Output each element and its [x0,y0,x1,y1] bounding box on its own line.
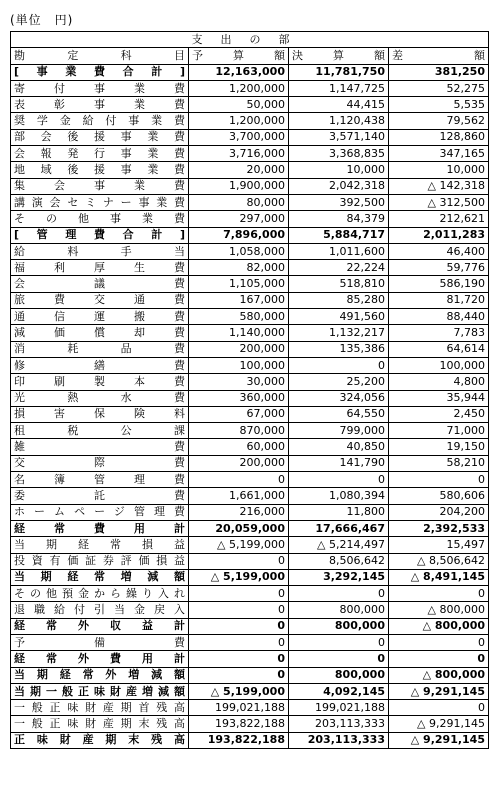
row-label: ホームページ管理費 [11,504,189,520]
actual-value: 84,379 [289,211,389,227]
table-row [11,537,489,553]
actual-value: 203,113,333 [289,716,389,732]
title-row [11,32,489,48]
budget-value: 82,000 [189,260,289,276]
diff-value: △ 312,500 [389,194,489,210]
row-label: 減価償却費 [11,325,189,341]
row-label: その他預金から繰り入れ [11,586,189,602]
budget-value: 216,000 [189,504,289,520]
budget-value: 200,000 [189,455,289,471]
diff-value: △ 8,506,642 [389,553,489,569]
budget-value: △ 5,199,000 [189,569,289,585]
budget-value: 100,000 [189,357,289,373]
actual-value: 3,368,835 [289,146,389,162]
row-label: 租税公課 [11,423,189,439]
diff-value: 204,200 [389,504,489,520]
budget-value: 199,021,188 [189,700,289,716]
budget-value: 1,900,000 [189,178,289,194]
diff-value: 64,614 [389,341,489,357]
row-label: 寄付事業費 [11,80,189,96]
row-label: 名簿管理費 [11,472,189,488]
actual-value: 64,550 [289,406,389,422]
actual-value: 141,790 [289,455,389,471]
budget-value: △ 5,199,000 [189,683,289,699]
row-label: 当期経常増減額 [11,569,189,585]
table-row [11,488,489,504]
table-row [11,390,489,406]
table-row [11,194,489,210]
table-row [11,211,489,227]
row-label: 投資有価証券評価損益 [11,553,189,569]
row-label: 損害保険料 [11,406,189,422]
row-label: 給料手当 [11,243,189,259]
budget-value: 1,105,000 [189,276,289,292]
budget-value: 3,716,000 [189,146,289,162]
table-row [11,162,489,178]
table-row [11,325,489,341]
table-row [11,129,489,145]
actual-value: 3,292,145 [289,569,389,585]
diff-value: 79,562 [389,113,489,129]
budget-value: 20,059,000 [189,520,289,536]
row-label: 正味財産期末残高 [11,732,189,748]
actual-value: 25,200 [289,374,389,390]
budget-value: 1,058,000 [189,243,289,259]
actual-value: 4,092,145 [289,683,389,699]
actual-value: 44,415 [289,97,389,113]
diff-value: 88,440 [389,309,489,325]
budget-value: 0 [189,618,289,634]
budget-value: 167,000 [189,292,289,308]
budget-value: 580,000 [189,309,289,325]
diff-value: 46,400 [389,243,489,259]
diff-value: 81,720 [389,292,489,308]
diff-value: 59,776 [389,260,489,276]
actual-value: 5,884,717 [289,227,389,243]
budget-value: 193,822,188 [189,732,289,748]
table-row [11,276,489,292]
diff-value: 5,535 [389,97,489,113]
diff-value: △ 800,000 [389,618,489,634]
row-label: 会報発行事業費 [11,146,189,162]
row-label: 光熱水費 [11,390,189,406]
table-row [11,569,489,585]
row-label: その他事業費 [11,211,189,227]
diff-value: △ 9,291,145 [389,683,489,699]
actual-value: 85,280 [289,292,389,308]
table-row [11,260,489,276]
table-row [11,520,489,536]
table-row [11,113,489,129]
row-label: 予備費 [11,634,189,650]
actual-value: 392,500 [289,194,389,210]
diff-value: 100,000 [389,357,489,373]
row-label: 一般正味財産期末残高 [11,716,189,732]
diff-value: △ 9,291,145 [389,716,489,732]
actual-value: 799,000 [289,423,389,439]
budget-value: 12,163,000 [189,64,289,80]
row-label: 部会後援事業費 [11,129,189,145]
budget-value: 0 [189,472,289,488]
table-row [11,455,489,471]
table-row [11,227,489,243]
row-label: 雑費 [11,439,189,455]
budget-value: 3,700,000 [189,129,289,145]
actual-value: 491,560 [289,309,389,325]
actual-value: 800,000 [289,618,389,634]
row-label: 消耗品費 [11,341,189,357]
row-label: 修繕費 [11,357,189,373]
actual-value: 800,000 [289,667,389,683]
budget-value: 0 [189,602,289,618]
actual-value: 203,113,333 [289,732,389,748]
expenditure-table [10,31,489,749]
budget-value: 193,822,188 [189,716,289,732]
table-row [11,602,489,618]
diff-value: 71,000 [389,423,489,439]
actual-value: 800,000 [289,602,389,618]
budget-value: 360,000 [189,390,289,406]
actual-value: 1,120,438 [289,113,389,129]
diff-value: 580,606 [389,488,489,504]
actual-value: 10,000 [289,162,389,178]
actual-value: 0 [289,357,389,373]
budget-value: 1,200,000 [189,80,289,96]
diff-value: 0 [389,700,489,716]
table-row [11,292,489,308]
budget-value: 7,896,000 [189,227,289,243]
budget-value: 80,000 [189,194,289,210]
budget-value: 200,000 [189,341,289,357]
diff-value: 128,860 [389,129,489,145]
diff-value: 2,450 [389,406,489,422]
header-budget: 予算額 [189,48,289,64]
diff-value: 586,190 [389,276,489,292]
actual-value: 22,224 [289,260,389,276]
row-label: 当期一般正味財産増減額 [11,683,189,699]
row-label: 福利厚生費 [11,260,189,276]
diff-value: 347,165 [389,146,489,162]
table-row [11,374,489,390]
diff-value: △ 142,318 [389,178,489,194]
diff-value: 2,392,533 [389,520,489,536]
table-row [11,667,489,683]
actual-value: 0 [289,651,389,667]
diff-value: △ 800,000 [389,667,489,683]
table-row [11,553,489,569]
actual-value: 324,056 [289,390,389,406]
table-row [11,423,489,439]
diff-value: 15,497 [389,537,489,553]
table-row [11,651,489,667]
actual-value: 0 [289,586,389,602]
table-row [11,439,489,455]
row-label: 旅費交通費 [11,292,189,308]
diff-value: △ 9,291,145 [389,732,489,748]
table-row [11,80,489,96]
budget-value: 1,661,000 [189,488,289,504]
row-label: 交際費 [11,455,189,471]
actual-value: 17,666,467 [289,520,389,536]
table-row [11,309,489,325]
diff-value: 35,944 [389,390,489,406]
unit-label: (単位 円) [10,13,74,27]
row-label: 地域後援事業費 [11,162,189,178]
table-row [11,472,489,488]
budget-value: 0 [189,667,289,683]
table-row [11,64,489,80]
actual-value: 135,386 [289,341,389,357]
actual-value: 2,042,318 [289,178,389,194]
row-label: 当期経常損益 [11,537,189,553]
actual-value: 0 [289,634,389,650]
table-row [11,634,489,650]
actual-value: 1,147,725 [289,80,389,96]
budget-value: 60,000 [189,439,289,455]
table-row [11,341,489,357]
budget-value: 0 [189,651,289,667]
row-label: [管理費合計] [11,227,189,243]
table-row [11,406,489,422]
actual-value: 40,850 [289,439,389,455]
budget-value: 1,140,000 [189,325,289,341]
row-label: 経常費用計 [11,520,189,536]
table-row [11,586,489,602]
budget-value: 870,000 [189,423,289,439]
row-label: 経常外収益計 [11,618,189,634]
table-row [11,618,489,634]
row-label: 講演会セミナー事業費 [11,194,189,210]
diff-value: 381,250 [389,64,489,80]
diff-value: 10,000 [389,162,489,178]
table-row [11,146,489,162]
header-row [11,48,489,64]
budget-value: 1,200,000 [189,113,289,129]
row-label: 会議費 [11,276,189,292]
actual-value: △ 5,214,497 [289,537,389,553]
row-label: [事業費合計] [11,64,189,80]
budget-value: 0 [189,586,289,602]
diff-value: 7,783 [389,325,489,341]
table-row [11,732,489,748]
actual-value: 518,810 [289,276,389,292]
diff-value: 2,011,283 [389,227,489,243]
header-actual: 決算額 [289,48,389,64]
row-label: 通信運搬費 [11,309,189,325]
actual-value: 199,021,188 [289,700,389,716]
diff-value: 52,275 [389,80,489,96]
table-row [11,716,489,732]
actual-value: 0 [289,472,389,488]
budget-value: 50,000 [189,97,289,113]
diff-value: △ 8,491,145 [389,569,489,585]
row-label: 印刷製本費 [11,374,189,390]
row-label: 委託費 [11,488,189,504]
actual-value: 1,132,217 [289,325,389,341]
budget-value: △ 5,199,000 [189,537,289,553]
actual-value: 11,800 [289,504,389,520]
actual-value: 1,011,600 [289,243,389,259]
diff-value: 58,210 [389,455,489,471]
table-row [11,97,489,113]
table-title: 支出の部 [11,32,489,48]
diff-value: 4,800 [389,374,489,390]
budget-value: 0 [189,553,289,569]
budget-value: 297,000 [189,211,289,227]
row-label: 当期経常外増減額 [11,667,189,683]
actual-value: 1,080,394 [289,488,389,504]
row-label: 表彰事業費 [11,97,189,113]
table-row [11,243,489,259]
diff-value: 0 [389,634,489,650]
diff-value: 0 [389,586,489,602]
budget-value: 67,000 [189,406,289,422]
actual-value: 3,571,140 [289,129,389,145]
diff-value: △ 800,000 [389,602,489,618]
actual-value: 8,506,642 [289,553,389,569]
row-label: 一般正味財産期首残高 [11,700,189,716]
actual-value: 11,781,750 [289,64,389,80]
table-row [11,700,489,716]
table-row [11,683,489,699]
diff-value: 212,621 [389,211,489,227]
row-label: 経常外費用計 [11,651,189,667]
header-item: 勘定科目 [11,48,189,64]
header-diff: 差額 [389,48,489,64]
row-label: 奨学金給付事業費 [11,113,189,129]
budget-value: 20,000 [189,162,289,178]
diff-value: 0 [389,651,489,667]
budget-value: 0 [189,634,289,650]
diff-value: 19,150 [389,439,489,455]
diff-value: 0 [389,472,489,488]
table-row [11,357,489,373]
budget-value: 30,000 [189,374,289,390]
row-label: 集会事業費 [11,178,189,194]
table-row [11,504,489,520]
row-label: 退職給付引当金戻入 [11,602,189,618]
table-row [11,178,489,194]
